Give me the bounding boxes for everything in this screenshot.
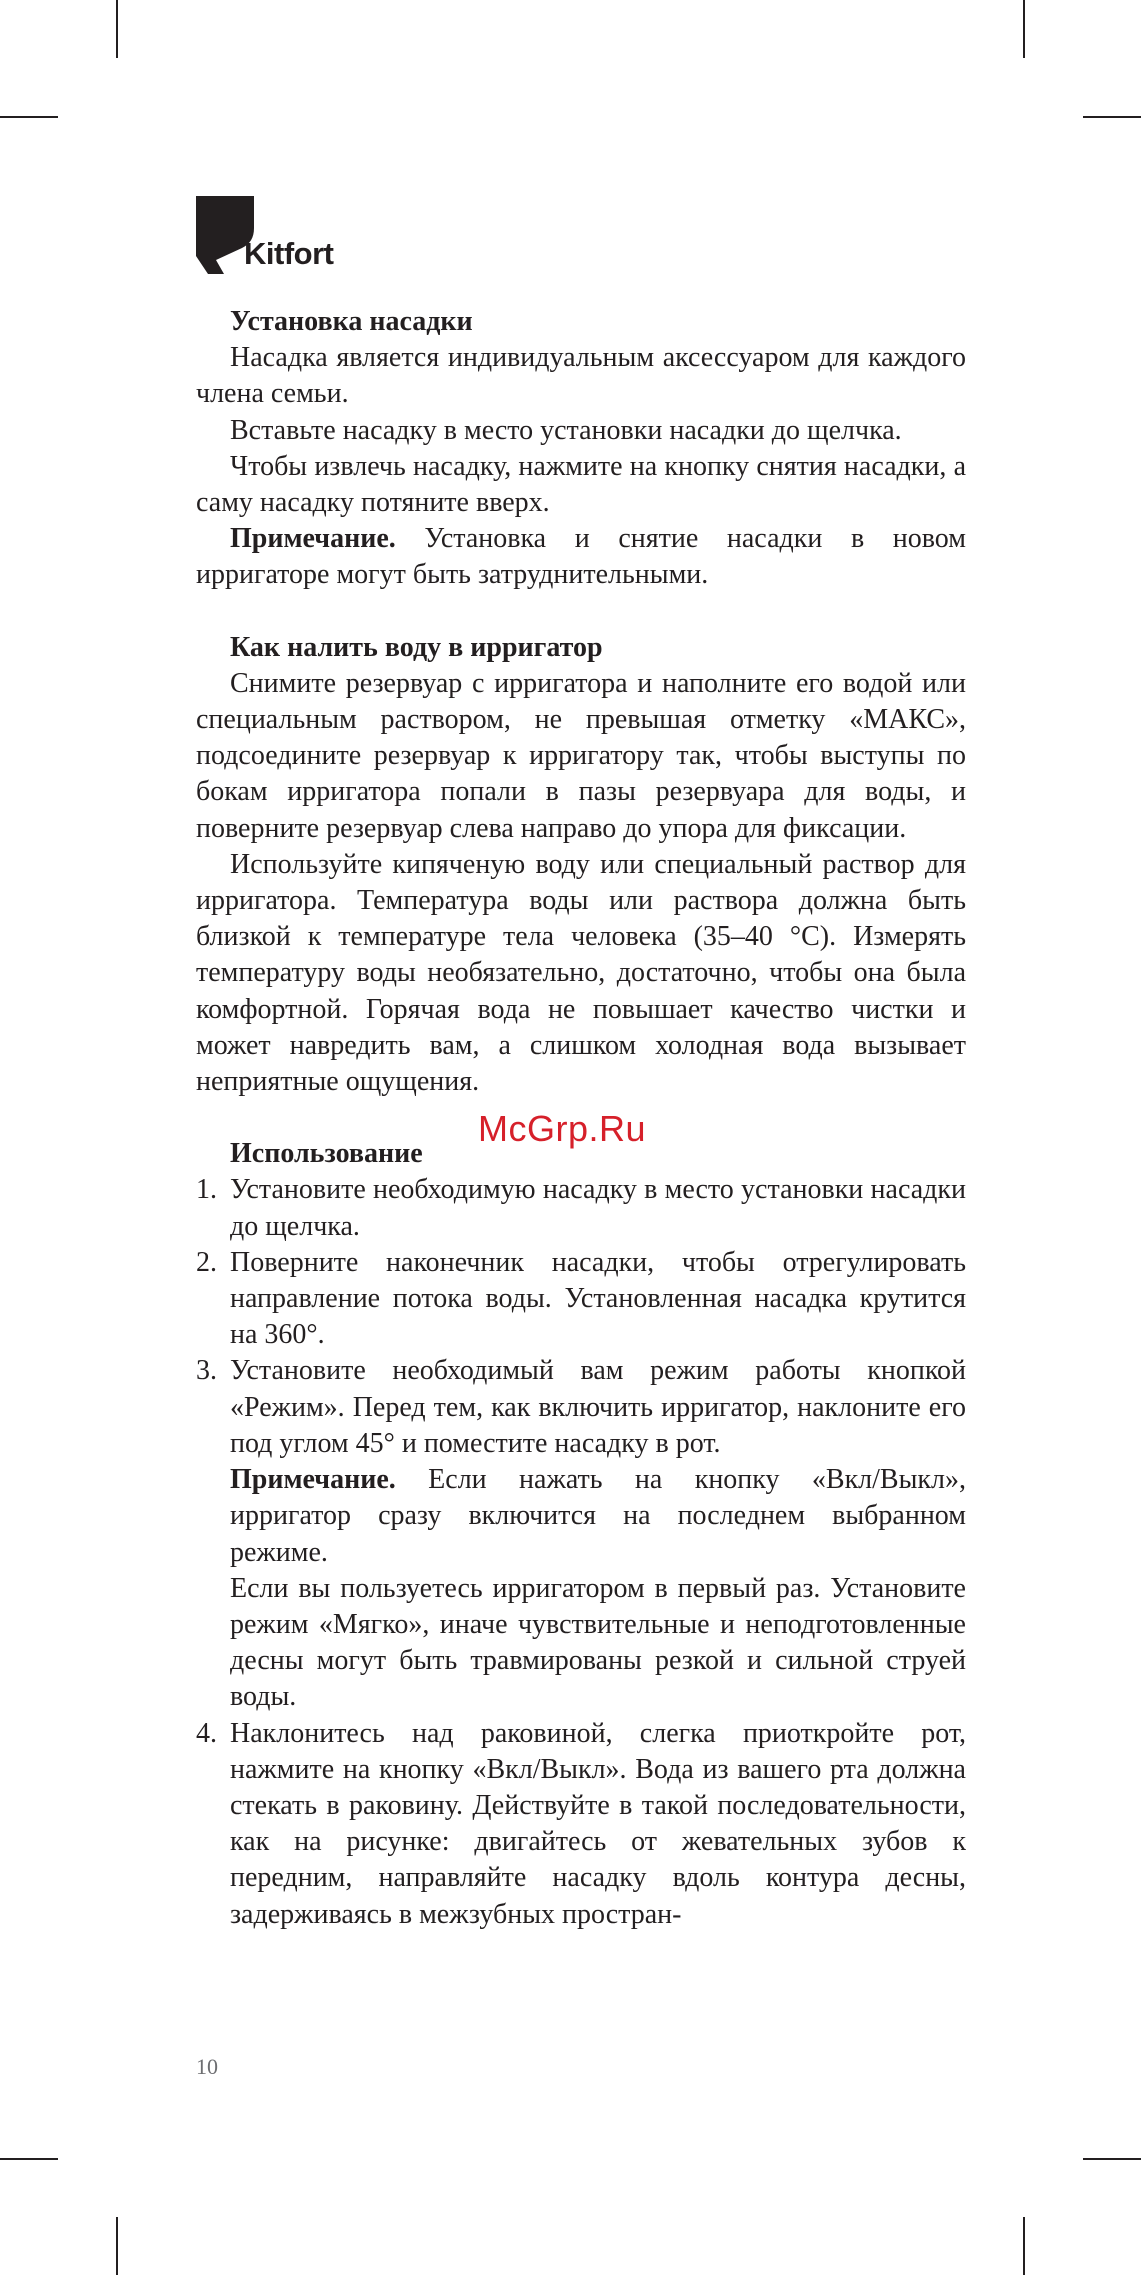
step-text: Поверните наконечник насадки, чтобы отрегулировать направление потока воды. Установленная насадка крутится на 360°. [230, 1246, 966, 1351]
crop-mark-left-top [0, 116, 58, 118]
brand-logo [196, 196, 376, 274]
step-number: 2. [196, 1246, 217, 1278]
step-text: Наклонитесь над раковиной, слегка приоткройте рот, нажмите на кнопку «Вкл/Выкл». Вода из вашего рта должна стекать в раковину. Действуйте в такой последовательности, как на рисунке: двигайтесь от жевательных зубов к передним, направляйте насадку вдоль контура десны, задерживаясь в межзубных простран- [230, 1717, 966, 1930]
section-heading-usage: Использование [230, 1138, 423, 1170]
brand-name: Kitfort [244, 236, 334, 271]
install-note [196, 521, 966, 593]
note-label: Примечание. [230, 523, 396, 555]
step-number: 4. [196, 1717, 217, 1749]
section-heading-install: Установка насадки [230, 306, 473, 337]
page-number: 10 [196, 2054, 218, 2079]
install-paragraph-3: Чтобы извлечь насадку, нажмите на кнопку снятия насадки, а саму насадку потяните вверх. [196, 450, 966, 519]
crop-mark-top-left [116, 0, 118, 58]
list-item [196, 1716, 966, 1933]
fill-paragraph-2: Используйте кипяченую воду или специальный раствор для ирригатора. Температура воды или раствора должна быть близкой к температуре тела человека (35–40 °C). Измерять температуру воды необязательно, достаточно, чтобы она была комфортной. Горячая вода не повышает качество чистки и может навредить вам, а слишком холодная вода вызывает неприятные ощущения. [196, 848, 966, 1098]
note-text: Если нажать на кнопку «Вкл/Выкл», ирригатор сразу включится на последнем выбранном режиме. [230, 1464, 966, 1568]
section-spacer [196, 594, 966, 630]
section-heading-fill: Как налить воду в ирригатор [230, 631, 603, 663]
step-text: Установите необходимый вам режим работы кнопкой «Режим». Перед тем, как включить ирригатор, наклоните его под углом 45° и поместите насадку в рот. [230, 1355, 966, 1459]
crop-mark-bottom-left [116, 2217, 118, 2275]
install-paragraph-1: Насадка является индивидуальным аксессуаром для каждого члена семьи. [196, 342, 966, 410]
step-extra: Если вы пользуетесь ирригатором в первый раз. Установите режим «Мягко», иначе чувствительные и неподготовленные десны могут быть травмированы резкой и сильной струей воды. [230, 1572, 966, 1713]
step-note [230, 1462, 966, 1571]
note-text: Установка и снятие насадки в новом ирригаторе могут быть затруднительными. [196, 523, 966, 591]
crop-mark-right-bottom [1083, 2158, 1141, 2160]
list-item [196, 1172, 966, 1244]
list-item [196, 1245, 966, 1354]
crop-mark-left-bottom [0, 2158, 58, 2160]
watermark: McGrp.Ru [478, 1108, 647, 1149]
crop-mark-top-right [1023, 0, 1025, 58]
usage-steps-list [196, 1172, 966, 1932]
step-number: 1. [196, 1174, 217, 1206]
install-paragraph-2: Вставьте насадку в место установки насадки до щелчка. [230, 414, 902, 446]
crop-mark-right-top [1083, 116, 1141, 118]
step-number: 3. [196, 1355, 217, 1387]
fill-paragraph-1: Снимите резервуар с ирригатора и наполните его водой или специальным раствором, не превышая отметку «МАКС», подсоедините резервуар к ирригатору так, чтобы выступы по бокам ирригатора попали в пазы резервуара для воды, и поверните резервуар слева направо до упора для фиксации. [196, 667, 966, 844]
list-item [196, 1353, 966, 1715]
step-text: Установите необходимую насадку в место установки насадки до щелчка. [230, 1174, 966, 1242]
crop-mark-bottom-right [1023, 2217, 1025, 2275]
note-label: Примечание. [230, 1464, 396, 1496]
